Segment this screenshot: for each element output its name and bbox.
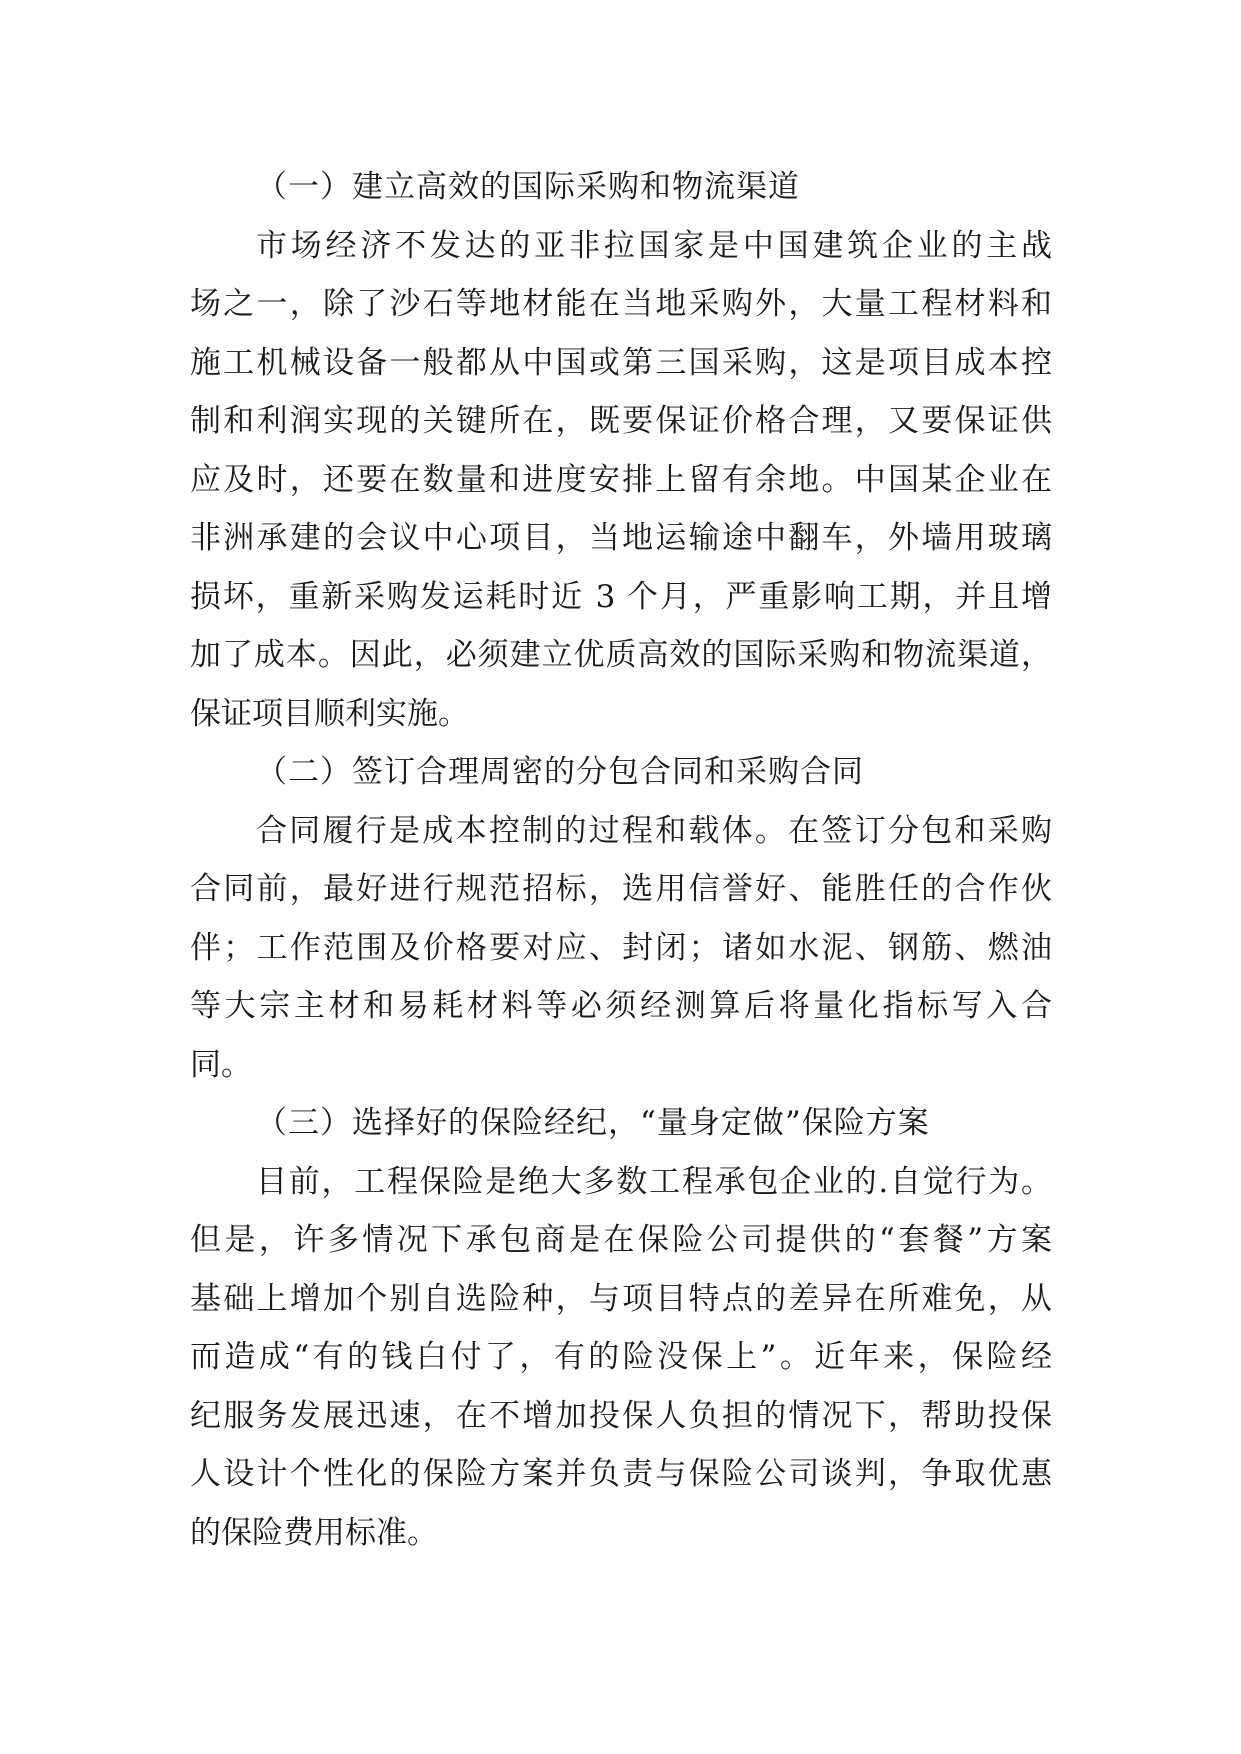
paragraph-line: 人设计个性化的保险方案并负责与保险公司谈判，争取优惠 — [190, 1456, 1052, 1492]
paragraph-line: 加了成本。因此，必须建立优质高效的国际采购和物流渠道， — [190, 637, 1052, 673]
section-heading-2: （二）签订合理周密的分包合同和采购合同 — [256, 754, 864, 790]
paragraph-line: 制和利润实现的关键所在，既要保证价格合理，又要保证供 — [190, 403, 1052, 439]
paragraph-line: 目前，工程保险是绝大多数工程承包企业的.自觉行为。 — [256, 1163, 1052, 1200]
paragraph-line: 等大宗主材和易耗材料等必须经测算后将量化指标写入合 — [190, 988, 1052, 1024]
section-heading-1: （一）建立高效的国际采购和物流渠道 — [256, 169, 800, 205]
paragraph-line: 非洲承建的会议中心项目，当地运输途中翻车，外墙用玻璃 — [190, 520, 1052, 556]
paragraph-line: 市场经济不发达的亚非拉国家是中国建筑企业的主战 — [256, 227, 1052, 264]
paragraph-line: 基础上增加个别自选险种，与项目特点的差异在所难免，从 — [190, 1280, 1052, 1317]
paragraph-line: 但是，许多情况下承包商是在保险公司提供的“套餐”方案 — [190, 1222, 1052, 1258]
paragraph-line: 场之一，除了沙石等地材能在当地采购外，大量工程材料和 — [190, 286, 1052, 322]
paragraph-line: 应及时，还要在数量和进度安排上留有余地。中国某企业在 — [190, 461, 1052, 498]
paragraph-line: 的保险费用标准。 — [190, 1514, 438, 1551]
paragraph-line: 纪服务发展迅速，在不增加投保人负担的情况下，帮助投保 — [190, 1397, 1052, 1434]
paragraph-line: 损坏，重新采购发运耗时近 3 个月，严重影响工期，并且增 — [190, 578, 1052, 615]
document-body — [190, 158, 1052, 1562]
paragraph-line: 合同前，最好进行规范招标，选用信誉好、能胜任的合作伙 — [190, 871, 1052, 907]
paragraph-line: 伴；工作范围及价格要对应、封闭；诸如水泥、钢筋、燃油 — [190, 929, 1052, 966]
paragraph-line: 同。 — [190, 1046, 252, 1083]
paragraph-line: 而造成“有的钱白付了，有的险没保上”。近年来，保险经 — [190, 1339, 1052, 1375]
paragraph-line: 施工机械设备一般都从中国或第三国采购，这是项目成本控 — [190, 344, 1052, 381]
paragraph-line: 保证项目顺利实施。 — [190, 695, 469, 732]
section-heading-3: （三）选择好的保险经纪，“量身定做”保险方案 — [256, 1105, 930, 1141]
paragraph-line: 合同履行是成本控制的过程和载体。在签订分包和采购 — [256, 812, 1052, 849]
